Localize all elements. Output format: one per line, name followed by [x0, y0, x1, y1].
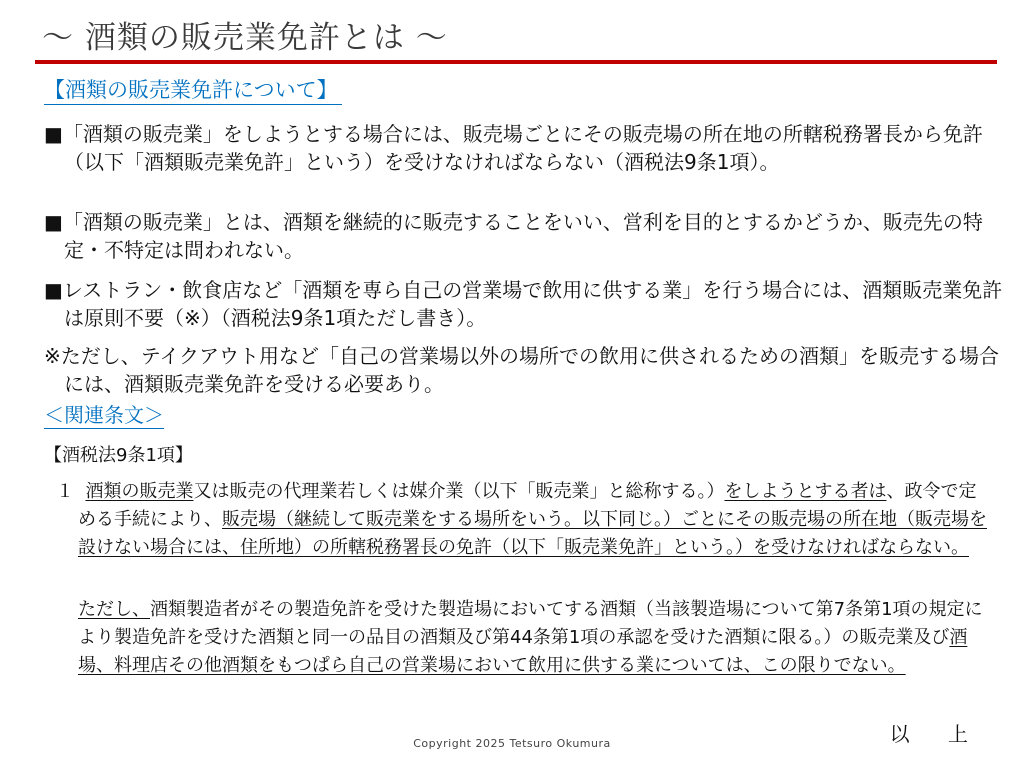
clause-text-underlined: 酒類の販売業: [85, 481, 194, 502]
clause-text: 又は販売の代理業若しくは媒介業（以下「販売業」と総称する。）: [193, 481, 725, 502]
paragraph-sales-definition: ■「酒類の販売業」とは、酒類を継続的に販売することをいい、営利を目的とするかどうか、販売先の特定・不特定は問われない。: [44, 210, 983, 262]
law-article-title: 【酒税法9条1項】: [44, 445, 193, 466]
clause-spacer: [74, 481, 85, 502]
slide-title: ～ 酒類の販売業免許とは ～: [42, 20, 448, 56]
clause-text-underlined: をしようとする者は: [724, 481, 887, 502]
law-article-clause-1: [56, 478, 992, 562]
clause-text: 、政令で定める手続により、: [78, 481, 977, 530]
section-heading: 【酒類の販売業免許について】: [44, 76, 342, 105]
title-divider: [35, 60, 997, 64]
clause-text-underlined: 販売場（継続して販売業をする場所をいう。以下同じ。）ごとにその販売場の所在地（販売場を設けない場合には、住所地）の所轄税務署長の免許（以下「販売業免許」という。）を受けなければならない。: [78, 509, 987, 558]
law-article-proviso: [78, 596, 992, 680]
proviso-text-underlined: ただし、: [78, 599, 150, 620]
paragraph-restaurant-exemption: ■レストラン・飲食店など「酒類を専ら自己の営業場で飲用に供する業」を行う場合には、酒類販売業免許は原則不要（※）（酒税法9条1項ただし書き）。: [44, 278, 1003, 330]
paragraph-takeout-note: ※ただし、テイクアウト用など「自己の営業場以外の場所での飲用に供されるための酒類」を販売する場合には、酒類販売業免許を受ける必要あり。: [44, 344, 999, 396]
related-articles-heading: ＜関連条文＞: [44, 403, 164, 427]
proviso-text-underlined: 酒場、料理店その他酒類をもつぱら自己の営業場において飲用に供する業については、この限りでない。: [78, 627, 968, 676]
clause-number: １: [56, 481, 74, 502]
paragraph-license-requirement: ■「酒類の販売業」をしようとする場合には、販売場ごとにその販売場の所在地の所轄税務署長から免許（以下「酒類販売業免許」という）を受けなければならない（酒税法9条1項）。: [44, 122, 983, 174]
copyright-footer: Copyright 2025 Tetsuro Okumura: [413, 737, 611, 750]
end-mark: 以 上: [889, 722, 984, 746]
proviso-text: 酒類製造者がその製造免許を受けた製造場においてする酒類（当該製造場について第7条第1項の規定により製造免許を受けた酒類と同一の品目の酒類及び第44条第1項の承認を受けた酒類に限る。）の販売業及び: [78, 599, 983, 648]
